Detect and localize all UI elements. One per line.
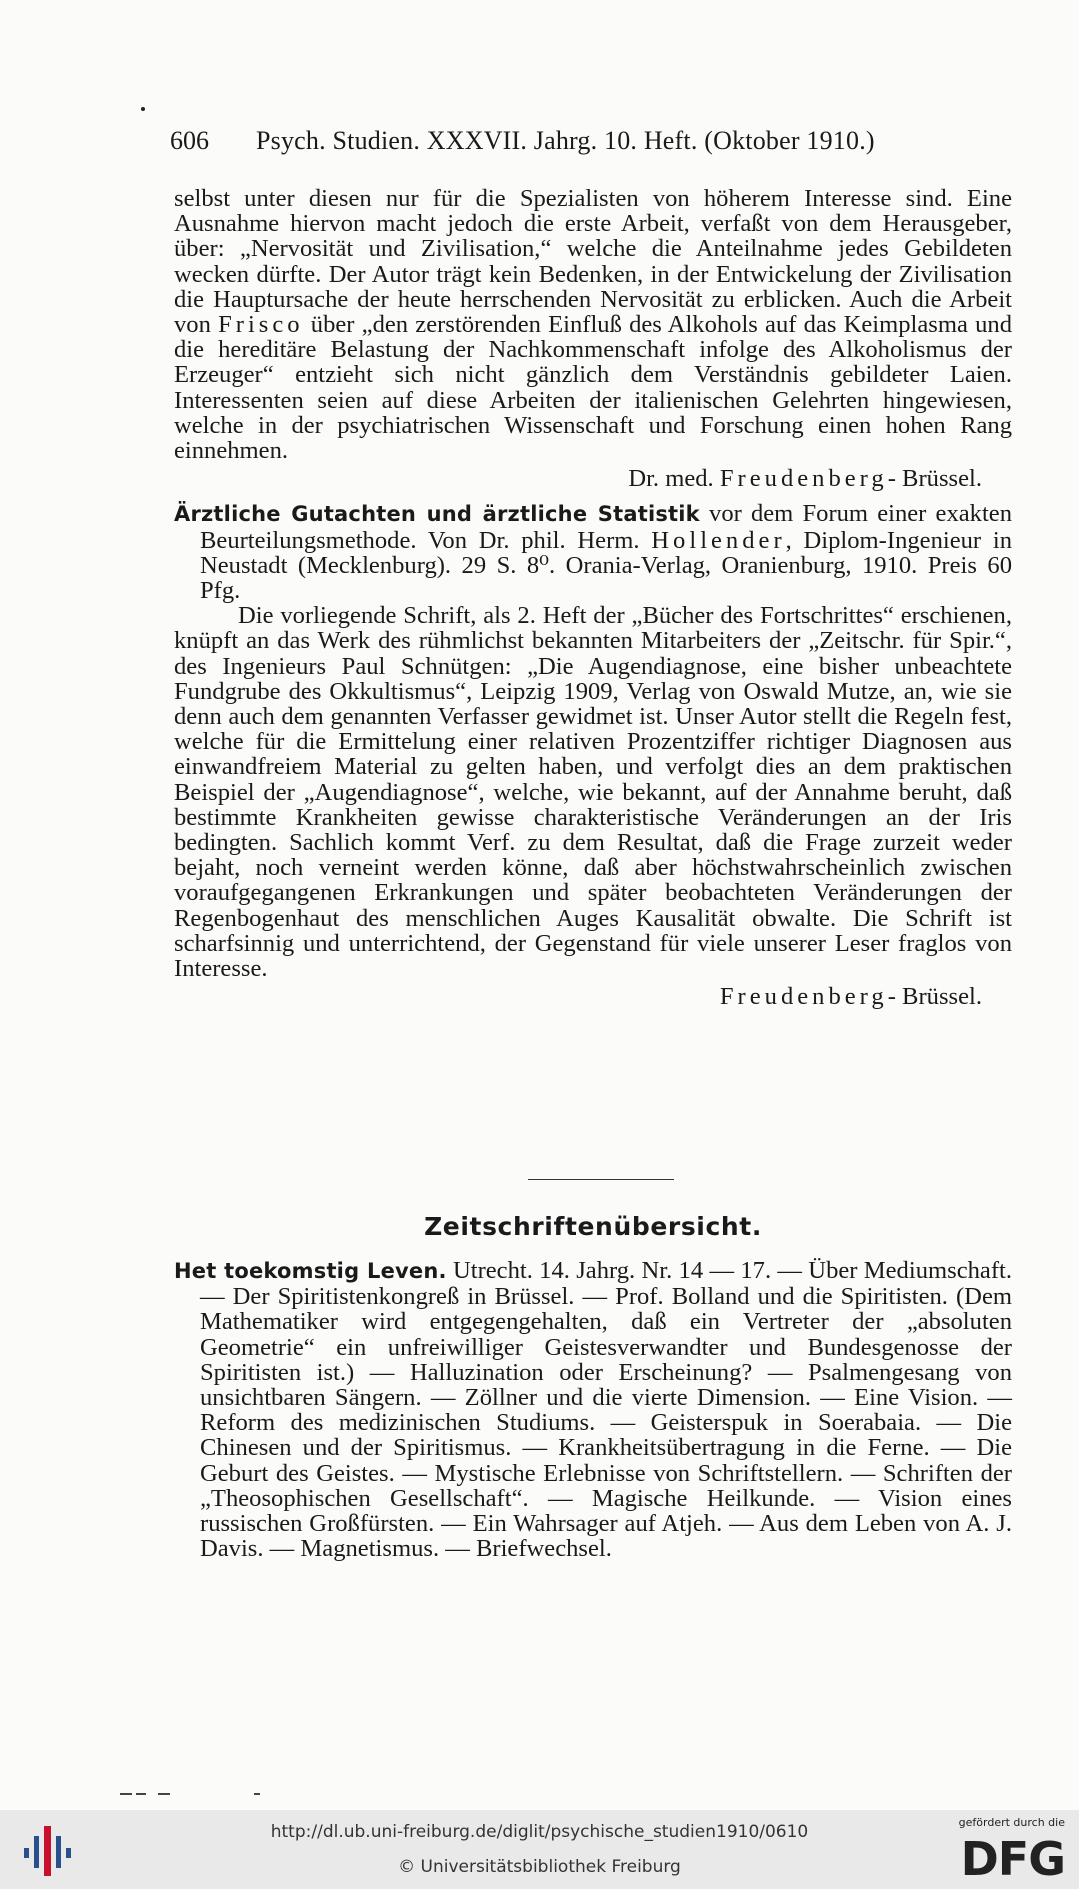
review-1-signature: Dr. med. Freudenberg- Brüssel. bbox=[628, 465, 982, 493]
review-2-body: Die vorliegende Schrift, als 2. Heft der „Bücher des Fortschrittes“ erschienen, knüpft an das Werk des rühmlichst bekannten Mitarbeiters der „Zeitschr. für Spir.“, des Ingenieurs Paul Schnütgen: „Die Augendiagnose, eine bisher unbeachtete Fundgrube des Okkultismus“, Leipzig 1909, Verlag von Oswald Mutze, an, wie sie denn auch dem genannten Verfasser gewidmet ist. Unser Autor stellt die Regeln fest, welche für die Ermittelung einer relativen Prozentziffer richtiger Diagnosen aus einwandfreiem Material zu gelten haben, und verfolgt dies an dem praktischen Beispiel der „Augendiagnose“, welche, wie bekannt, auf der Annahme beruht, daß bestimmte Krankheiten gewisse charakteristische Veränderungen an der Iris bedingten. Sachlich kommt Verf. zu dem Resultat, daß die Frage zurzeit weder bejaht, noch verneint werden könne, daß aber höchstwahrscheinlich zwischen voraufgegangenen Erkrankungen und später beobachteten Veränderungen der Regenbogenhaut des menschlichen Auges Kausalität obwalte. Die Schrift ist scharfsinnig und unterrichtend, der Gegenstand für viele unserer Leser fraglos von Interesse. bbox=[174, 602, 1012, 983]
running-header bbox=[170, 126, 1010, 160]
scan-marks bbox=[120, 1793, 280, 1797]
section-title: Zeitschriftenübersicht. bbox=[424, 1212, 762, 1241]
review-2-signature: Freudenberg- Brüssel. bbox=[719, 983, 982, 1011]
copyright-notice: © Universitätsbibliothek Freiburg bbox=[398, 1857, 681, 1877]
dfg-wordmark: DFG bbox=[960, 1832, 1065, 1886]
scan-speck bbox=[141, 107, 145, 111]
journal-column bbox=[174, 1258, 1012, 1561]
main-column bbox=[174, 186, 1012, 1010]
review-1-author: Frisco bbox=[218, 311, 304, 339]
document-url-link[interactable]: http://dl.ub.uni-freiburg.de/diglit/psychische_studien1910/0610 bbox=[270, 1822, 809, 1842]
dfg-logo-icon bbox=[945, 1816, 1065, 1886]
running-title: Psych. Studien. XXXVII. Jahrg. 10. Heft. (Oktober 1910.) bbox=[256, 126, 875, 155]
review-1-body: selbst unter diesen nur für die Spezialisten von höherem Interesse sind. Eine Ausnahme hiervon macht jedoch die erste Arbeit, verfaßt von dem Herausgeber, über: „Nervosität und Zivilisation,“ welche die Anteilnahme jedes Gebildeten wecken dürfte. Der Autor trägt kein Bedenken, in der Entwickelung der Zivilisation die Hauptursache der heute herrschenden Nervosität zu erblicken. Auch die Arbeit von Frisco über „den zerstörenden Einfluß des Alkohols auf das Keimplasma und die hereditäre Belastung der Nachkommenschaft infolge des Alkoholismus der Erzeuger“ entzieht sich nicht gänzlich dem Verständnis gebildeter Laien. Interessenten seien auf diese Arbeiten der italienischen Gelehrten hingewiesen, welche in der psychiatrischen Wissenschaft und Forschung einen hohen Rang einnehmen. bbox=[174, 185, 1013, 465]
journal-title: Het toekomstig Leven. bbox=[174, 1259, 447, 1283]
section-divider bbox=[528, 1179, 674, 1180]
dfg-tagline: gefördert durch die bbox=[958, 1816, 1065, 1829]
review-2-author: Hollender bbox=[651, 526, 786, 554]
page-number: 606 bbox=[170, 126, 209, 155]
review-2-title: Ärztliche Gutachten und ärztliche Statistik bbox=[174, 502, 700, 527]
viewer-footer bbox=[0, 1810, 1079, 1889]
review-2-bibliography: Ärztliche Gutachten und ärztliche Statistik vor dem Forum einer exakten Beurteilungsmethode. Von Dr. phil. Herm. Hollender, Diplom-Ingenieur in Neustadt (Mecklenburg). 29 S. 8⁰. Orania-Verlag, Oranienburg, 1910. Preis 60 Pfg. bbox=[174, 500, 1013, 605]
journal-entry: Het toekomstig Leven. Utrecht. 14. Jahrg. Nr. 14 — 17. — Über Mediumschaft. — Der Spiritistenkongreß in Brüssel. — Prof. Bolland und die Spiritisten. (Dem Mathematiker wird entgegengehalten, daß ein Vertreter der „absoluten Geometrie“ ein unfreiwilliger Geistesverwandter und Bundesgenosse der Spiritisten ist.) — Halluzination oder Erscheinung? — Psalmengesang von unsichtbaren Sängern. — Zöllner und die vierte Dimension. — Eine Vision. — Reform des medizinischen Studiums. — Geisterspuk in Soerabaia. — Die Chinesen und der Spiritismus. — Krankheitsübertragung in die Ferne. — Die Geburt des Geistes. — Mystische Erlebnisse von Schriftstellern. — Schriften der „Theosophischen Gesellschaft“. — Magische Heilkunde. — Vision eines russischen Großfürsten. — Ein Wahrsager auf Atjeh. — Aus dem Leben von A. J. Davis. — Magnetismus. — Briefwechsel. bbox=[174, 1257, 1012, 1563]
